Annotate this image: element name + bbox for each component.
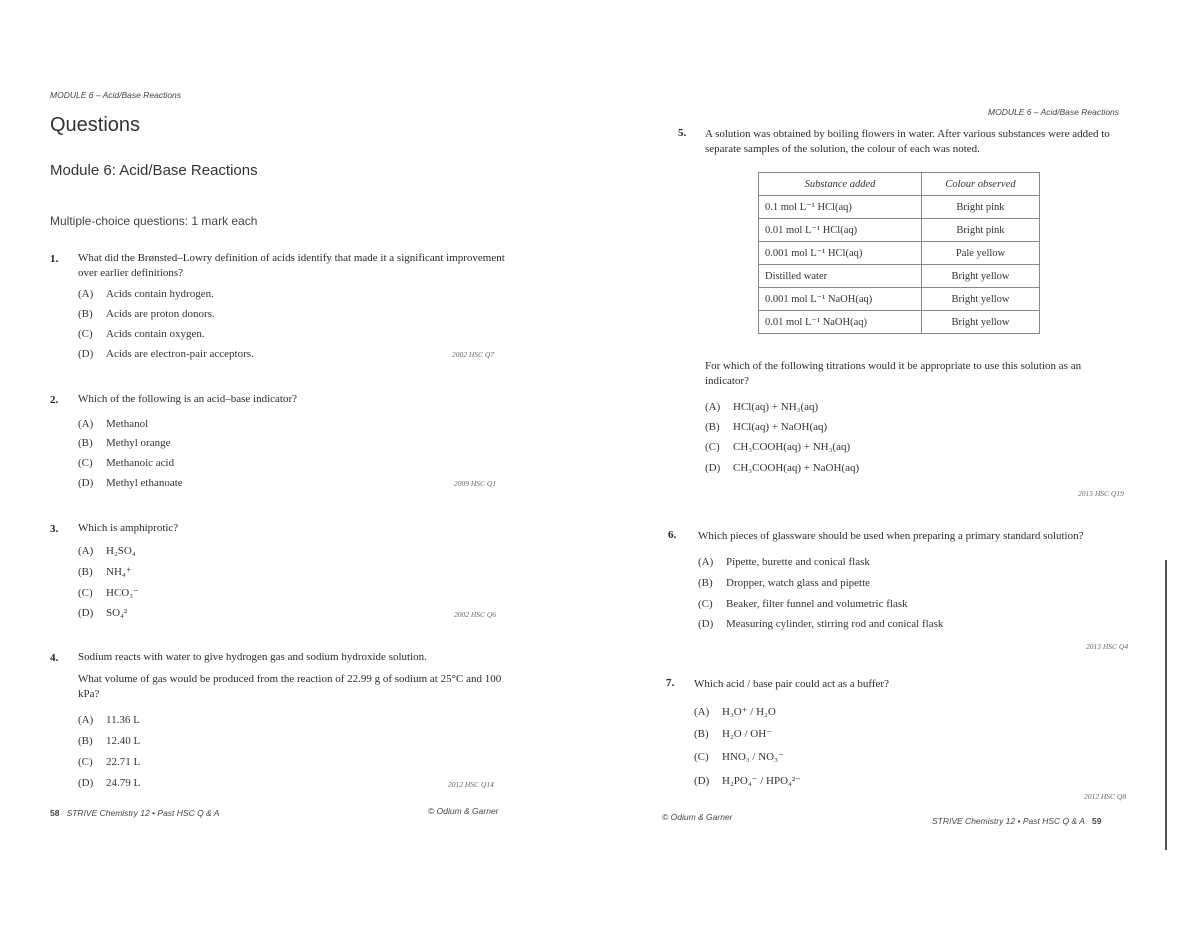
table-cell: Bright yellow [922,288,1040,311]
table-cell: Bright yellow [922,265,1040,288]
option-a[interactable]: (A) Acids contain hydrogen. [78,288,214,300]
table-row [759,265,1040,288]
table-cell: 0.01 mol L⁻¹ NaOH(aq) [759,311,922,334]
table-cell: 0.01 mol L⁻¹ HCl(aq) [759,219,922,242]
option-d[interactable]: (D) Methyl ethanoate [78,477,183,489]
question-text: Which of the following is an acid–base indicator? [78,393,298,405]
option-d[interactable]: (D) CH₃COOH(aq) + NaOH(aq) [705,462,860,474]
question-number: 7. [666,677,675,689]
table-cell: 0.001 mol L⁻¹ NaOH(aq) [759,288,922,311]
observations-table [758,172,1040,334]
option-d[interactable]: (D) 24.79 L [78,777,141,789]
option-a[interactable]: (A) Methanol [78,418,149,430]
option-a[interactable]: (A) HCl(aq) + NH₃(aq) [705,401,819,413]
option-c[interactable]: (C) Methanoic acid [78,457,175,469]
table-row [759,242,1040,265]
question-source: 2012 HSC Q14 [448,780,494,789]
option-d[interactable]: (D) Measuring cylinder, stirring rod and conical flask [698,618,944,630]
option-c[interactable]: (C) HNO₃ / NO₃⁻ [694,751,784,763]
question-text: Which is amphiprotic? [78,522,179,534]
table-header: Colour observed [922,173,1040,196]
option-b[interactable]: (B) Methyl orange [78,437,171,449]
running-header: MODULE 6 – Acid/Base Reactions [50,90,182,100]
question-number: 5. [678,127,687,139]
question-text: Which acid / base pair could act as a buffer? [694,678,889,690]
question-number: 1. [50,253,59,265]
footer-copyright: © Odium & Garner [428,806,499,816]
page-number: 58 [50,808,60,818]
book-title: STRIVE Chemistry 12 • Past HSC Q & A [932,816,1085,826]
question-text-2: For which of the following titrations would it be appropriate to use this solution as an indicator? [705,360,1082,387]
table-header-row [759,173,1040,196]
option-c[interactable]: (C) Beaker, filter funnel and volumetric flask [698,598,908,610]
question-source: 2013 HSC Q4 [1086,642,1129,651]
question-text: A solution was obtained by boiling flowers in water. After various substances were added to separate samples of the solution, the colour of each was noted. [705,128,1110,155]
option-c[interactable]: (C) Acids contain oxygen. [78,328,205,340]
question-number: 3. [50,523,59,535]
question-text: Which pieces of glassware should be used when preparing a primary standard solution? [698,530,1084,542]
option-b[interactable]: (B) Dropper, watch glass and pipette [698,577,871,589]
table-header: Substance added [759,173,922,196]
footer-copyright: © Odium & Garner [662,812,733,822]
question-text-2: What volume of gas would be produced from the reaction of 22.99 g of sodium at 25°C and 100 kPa? [78,673,502,700]
option-c[interactable]: (C) HCO₃⁻ [78,587,139,599]
option-c[interactable]: (C) CH₃COOH(aq) + NH₃(aq) [705,441,851,453]
option-a[interactable]: (A) 11.36 L [78,714,140,726]
question-source: 2009 HSC Q1 [454,479,497,488]
question-source: 2002 HSC Q7 [452,350,495,359]
section-label: Multiple-choice questions: 1 mark each [50,214,258,228]
option-d[interactable]: (D) Acids are electron-pair acceptors. [78,348,254,360]
footer-left [50,808,219,818]
module-title: Module 6: Acid/Base Reactions [50,162,258,179]
option-b[interactable]: (B) HCl(aq) + NaOH(aq) [705,421,828,433]
page-edge-line [1165,560,1167,850]
question-text: What did the Brønsted–Lowry definition of acids identify that made it a significant improvement over earlier definitions? [78,252,505,279]
table-row [759,196,1040,219]
table-row [759,288,1040,311]
question-number: 2. [50,394,59,406]
table-row [759,311,1040,334]
footer-right [932,816,1101,826]
option-a[interactable]: (A) H₂SO₄ [78,545,136,557]
question-number: 4. [50,652,59,664]
page-title: Questions [50,114,141,136]
running-header: MODULE 6 – Acid/Base Reactions [988,107,1120,117]
table-cell: Bright pink [922,196,1040,219]
question-source: 2015 HSC Q19 [1078,489,1124,498]
option-b[interactable]: (B) Acids are proton donors. [78,308,215,320]
question-text: Sodium reacts with water to give hydrogen gas and sodium hydroxide solution. [78,651,427,663]
option-d[interactable]: (D) H₂PO₄⁻ / HPO₄²⁻ [694,775,801,787]
option-b[interactable]: (B) NH₄⁺ [78,566,132,578]
question-number: 6. [668,529,677,541]
option-b[interactable]: (B) 12.40 L [78,735,141,747]
table-cell: 0.1 mol L⁻¹ HCl(aq) [759,196,922,219]
table-row [759,219,1040,242]
option-a[interactable]: (A) Pipette, burette and conical flask [698,556,870,568]
table-cell: Bright pink [922,219,1040,242]
option-c[interactable]: (C) 22.71 L [78,756,141,768]
right-page [600,0,1200,927]
option-b[interactable]: (B) H₂O / OH⁻ [694,728,772,740]
table-cell: Bright yellow [922,311,1040,334]
table-cell: 0.001 mol L⁻¹ HCl(aq) [759,242,922,265]
question-source: 2002 HSC Q6 [454,610,497,619]
option-a[interactable]: (A) H₃O⁺ / H₂O [694,706,776,718]
table-cell: Pale yellow [922,242,1040,265]
book-title: STRIVE Chemistry 12 • Past HSC Q & A [66,808,220,818]
page-number: 59 [1091,816,1102,826]
question-source: 2012 HSC Q8 [1084,792,1127,801]
table-cell: Distilled water [759,265,922,288]
option-d[interactable]: (D) SO₄² [78,607,128,619]
